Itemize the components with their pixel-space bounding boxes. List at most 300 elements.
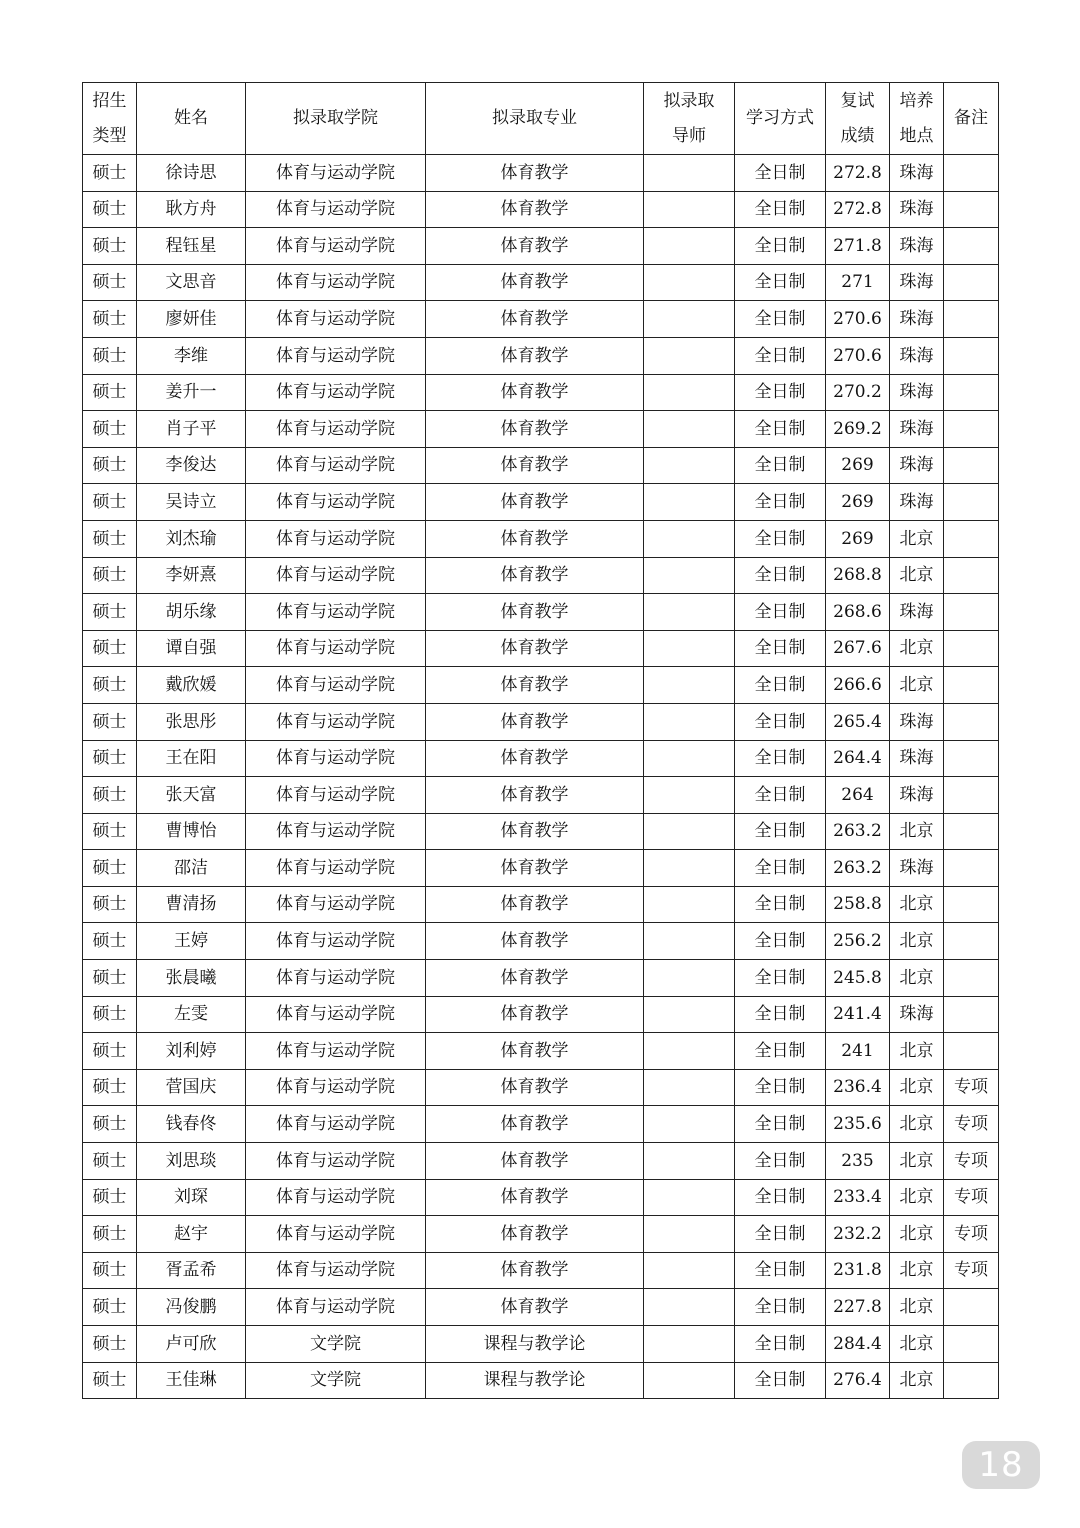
cell-advisor (644, 813, 735, 850)
cell-note (944, 594, 999, 631)
cell-score: 241.4 (826, 996, 890, 1033)
cell-note (944, 264, 999, 301)
header-location: 培养地点 (890, 83, 944, 155)
cell-score: 268.6 (826, 594, 890, 631)
page-number-badge: 18 (962, 1441, 1040, 1489)
cell-type: 硕士 (83, 155, 137, 192)
cell-name: 张晨曦 (137, 960, 246, 997)
cell-advisor (644, 630, 735, 667)
cell-major: 体育教学 (426, 703, 644, 740)
cell-location: 北京 (890, 1179, 944, 1216)
cell-major: 体育教学 (426, 1106, 644, 1143)
admission-list-sheet (82, 82, 998, 1399)
cell-score: 235.6 (826, 1106, 890, 1143)
cell-mode: 全日制 (735, 557, 826, 594)
cell-note: 专项 (944, 1143, 999, 1180)
table-row (83, 1216, 999, 1253)
table-row (83, 594, 999, 631)
cell-major: 体育教学 (426, 228, 644, 265)
cell-college: 体育与运动学院 (246, 228, 426, 265)
cell-location: 北京 (890, 1289, 944, 1326)
cell-college: 体育与运动学院 (246, 1216, 426, 1253)
cell-college: 体育与运动学院 (246, 630, 426, 667)
cell-note (944, 777, 999, 814)
table-row (83, 777, 999, 814)
cell-name: 李妍熹 (137, 557, 246, 594)
cell-college: 体育与运动学院 (246, 1106, 426, 1143)
cell-college: 体育与运动学院 (246, 557, 426, 594)
cell-major: 体育教学 (426, 740, 644, 777)
cell-note (944, 923, 999, 960)
cell-type: 硕士 (83, 886, 137, 923)
header-mode: 学习方式 (735, 83, 826, 155)
cell-college: 体育与运动学院 (246, 155, 426, 192)
cell-location: 珠海 (890, 228, 944, 265)
cell-major: 体育教学 (426, 1252, 644, 1289)
cell-note (944, 520, 999, 557)
cell-name: 谭自强 (137, 630, 246, 667)
cell-advisor (644, 1143, 735, 1180)
cell-score: 270.6 (826, 337, 890, 374)
cell-note: 专项 (944, 1179, 999, 1216)
header-major: 拟录取专业 (426, 83, 644, 155)
cell-location: 珠海 (890, 191, 944, 228)
cell-advisor (644, 1033, 735, 1070)
cell-college: 体育与运动学院 (246, 447, 426, 484)
cell-score: 265.4 (826, 703, 890, 740)
cell-advisor (644, 337, 735, 374)
cell-name: 文思音 (137, 264, 246, 301)
cell-name: 胡乐缘 (137, 594, 246, 631)
cell-name: 钱春佟 (137, 1106, 246, 1143)
table-row (83, 264, 999, 301)
table-row (83, 301, 999, 338)
cell-location: 北京 (890, 1106, 944, 1143)
cell-score: 267.6 (826, 630, 890, 667)
cell-mode: 全日制 (735, 1216, 826, 1253)
cell-type: 硕士 (83, 374, 137, 411)
cell-college: 体育与运动学院 (246, 886, 426, 923)
cell-name: 李维 (137, 337, 246, 374)
cell-type: 硕士 (83, 1069, 137, 1106)
cell-note (944, 703, 999, 740)
table-row (83, 1326, 999, 1363)
cell-mode: 全日制 (735, 1179, 826, 1216)
cell-note (944, 960, 999, 997)
cell-advisor (644, 557, 735, 594)
cell-type: 硕士 (83, 630, 137, 667)
cell-type: 硕士 (83, 264, 137, 301)
cell-advisor (644, 155, 735, 192)
cell-major: 体育教学 (426, 1033, 644, 1070)
cell-score: 263.2 (826, 813, 890, 850)
cell-score: 227.8 (826, 1289, 890, 1326)
cell-location: 北京 (890, 1033, 944, 1070)
cell-location: 珠海 (890, 301, 944, 338)
cell-type: 硕士 (83, 228, 137, 265)
cell-college: 文学院 (246, 1362, 426, 1399)
cell-major: 体育教学 (426, 264, 644, 301)
cell-location: 北京 (890, 667, 944, 704)
cell-type: 硕士 (83, 996, 137, 1033)
cell-college: 体育与运动学院 (246, 337, 426, 374)
cell-type: 硕士 (83, 1106, 137, 1143)
cell-score: 272.8 (826, 155, 890, 192)
cell-name: 肖子平 (137, 411, 246, 448)
cell-location: 珠海 (890, 594, 944, 631)
cell-location: 北京 (890, 630, 944, 667)
header-note: 备注 (944, 83, 999, 155)
cell-name: 王婷 (137, 923, 246, 960)
cell-mode: 全日制 (735, 374, 826, 411)
table-row (83, 923, 999, 960)
table-row (83, 337, 999, 374)
cell-note (944, 484, 999, 521)
cell-score: 271 (826, 264, 890, 301)
cell-major: 体育教学 (426, 155, 644, 192)
cell-location: 珠海 (890, 703, 944, 740)
cell-score: 264.4 (826, 740, 890, 777)
cell-mode: 全日制 (735, 923, 826, 960)
cell-name: 刘杰瑜 (137, 520, 246, 557)
cell-major: 课程与教学论 (426, 1362, 644, 1399)
cell-advisor (644, 1252, 735, 1289)
cell-name: 王在阳 (137, 740, 246, 777)
table-row (83, 960, 999, 997)
cell-name: 赵宇 (137, 1216, 246, 1253)
cell-note (944, 850, 999, 887)
cell-mode: 全日制 (735, 264, 826, 301)
cell-note: 专项 (944, 1106, 999, 1143)
cell-college: 体育与运动学院 (246, 667, 426, 704)
cell-mode: 全日制 (735, 1326, 826, 1363)
cell-advisor (644, 484, 735, 521)
cell-advisor (644, 594, 735, 631)
table-row (83, 1252, 999, 1289)
cell-score: 276.4 (826, 1362, 890, 1399)
cell-note (944, 1362, 999, 1399)
cell-name: 卢可欣 (137, 1326, 246, 1363)
cell-score: 266.6 (826, 667, 890, 704)
cell-mode: 全日制 (735, 850, 826, 887)
cell-name: 戴欣媛 (137, 667, 246, 704)
cell-location: 珠海 (890, 337, 944, 374)
cell-advisor (644, 191, 735, 228)
cell-score: 271.8 (826, 228, 890, 265)
cell-mode: 全日制 (735, 630, 826, 667)
cell-score: 236.4 (826, 1069, 890, 1106)
header-type: 招生类型 (83, 83, 137, 155)
cell-note: 专项 (944, 1069, 999, 1106)
cell-college: 体育与运动学院 (246, 850, 426, 887)
cell-name: 曹博怡 (137, 813, 246, 850)
cell-name: 邵洁 (137, 850, 246, 887)
table-row (83, 703, 999, 740)
table-row (83, 557, 999, 594)
cell-note: 专项 (944, 1252, 999, 1289)
cell-mode: 全日制 (735, 1143, 826, 1180)
cell-location: 珠海 (890, 740, 944, 777)
cell-location: 珠海 (890, 155, 944, 192)
cell-type: 硕士 (83, 337, 137, 374)
cell-college: 体育与运动学院 (246, 374, 426, 411)
cell-type: 硕士 (83, 520, 137, 557)
cell-type: 硕士 (83, 1252, 137, 1289)
cell-location: 北京 (890, 1216, 944, 1253)
cell-advisor (644, 228, 735, 265)
cell-advisor (644, 411, 735, 448)
cell-name: 张思彤 (137, 703, 246, 740)
cell-location: 珠海 (890, 850, 944, 887)
cell-note (944, 228, 999, 265)
cell-score: 233.4 (826, 1179, 890, 1216)
cell-location: 珠海 (890, 777, 944, 814)
table-row (83, 1033, 999, 1070)
cell-advisor (644, 1179, 735, 1216)
cell-type: 硕士 (83, 301, 137, 338)
cell-score: 231.8 (826, 1252, 890, 1289)
cell-type: 硕士 (83, 1216, 137, 1253)
cell-name: 耿方舟 (137, 191, 246, 228)
cell-college: 体育与运动学院 (246, 996, 426, 1033)
cell-major: 课程与教学论 (426, 1326, 644, 1363)
cell-location: 北京 (890, 923, 944, 960)
cell-score: 270.6 (826, 301, 890, 338)
cell-type: 硕士 (83, 850, 137, 887)
cell-mode: 全日制 (735, 484, 826, 521)
cell-type: 硕士 (83, 1143, 137, 1180)
cell-major: 体育教学 (426, 191, 644, 228)
cell-location: 珠海 (890, 374, 944, 411)
cell-college: 体育与运动学院 (246, 1179, 426, 1216)
cell-name: 刘琛 (137, 1179, 246, 1216)
cell-college: 体育与运动学院 (246, 923, 426, 960)
cell-major: 体育教学 (426, 886, 644, 923)
cell-college: 体育与运动学院 (246, 1069, 426, 1106)
cell-major: 体育教学 (426, 374, 644, 411)
cell-type: 硕士 (83, 960, 137, 997)
cell-score: 264 (826, 777, 890, 814)
cell-score: 269.2 (826, 411, 890, 448)
cell-note (944, 337, 999, 374)
cell-college: 体育与运动学院 (246, 1143, 426, 1180)
cell-mode: 全日制 (735, 594, 826, 631)
header-name: 姓名 (137, 83, 246, 155)
cell-mode: 全日制 (735, 667, 826, 704)
cell-advisor (644, 1289, 735, 1326)
cell-major: 体育教学 (426, 777, 644, 814)
cell-score: 269 (826, 447, 890, 484)
cell-note (944, 301, 999, 338)
table-row (83, 374, 999, 411)
cell-type: 硕士 (83, 1289, 137, 1326)
cell-name: 左雯 (137, 996, 246, 1033)
cell-type: 硕士 (83, 411, 137, 448)
cell-location: 北京 (890, 1252, 944, 1289)
cell-advisor (644, 667, 735, 704)
cell-type: 硕士 (83, 1362, 137, 1399)
cell-advisor (644, 850, 735, 887)
table-row (83, 813, 999, 850)
cell-location: 北京 (890, 520, 944, 557)
header-college: 拟录取学院 (246, 83, 426, 155)
cell-score: 269 (826, 484, 890, 521)
cell-major: 体育教学 (426, 1143, 644, 1180)
cell-mode: 全日制 (735, 1069, 826, 1106)
table-row (83, 520, 999, 557)
cell-advisor (644, 1216, 735, 1253)
cell-college: 体育与运动学院 (246, 411, 426, 448)
cell-type: 硕士 (83, 740, 137, 777)
cell-location: 珠海 (890, 996, 944, 1033)
cell-location: 北京 (890, 1143, 944, 1180)
cell-major: 体育教学 (426, 411, 644, 448)
cell-advisor (644, 996, 735, 1033)
cell-college: 体育与运动学院 (246, 264, 426, 301)
cell-note (944, 155, 999, 192)
cell-major: 体育教学 (426, 923, 644, 960)
cell-mode: 全日制 (735, 703, 826, 740)
table-row (83, 667, 999, 704)
cell-major: 体育教学 (426, 667, 644, 704)
cell-major: 体育教学 (426, 1289, 644, 1326)
cell-mode: 全日制 (735, 1289, 826, 1326)
cell-note (944, 667, 999, 704)
cell-score: 269 (826, 520, 890, 557)
table-row (83, 484, 999, 521)
cell-advisor (644, 1069, 735, 1106)
cell-type: 硕士 (83, 1033, 137, 1070)
cell-mode: 全日制 (735, 996, 826, 1033)
cell-score: 263.2 (826, 850, 890, 887)
cell-mode: 全日制 (735, 301, 826, 338)
cell-advisor (644, 264, 735, 301)
cell-location: 珠海 (890, 264, 944, 301)
cell-college: 体育与运动学院 (246, 703, 426, 740)
cell-major: 体育教学 (426, 337, 644, 374)
cell-mode: 全日制 (735, 411, 826, 448)
cell-location: 北京 (890, 960, 944, 997)
cell-note (944, 630, 999, 667)
cell-type: 硕士 (83, 923, 137, 960)
cell-location: 北京 (890, 1362, 944, 1399)
table-body (83, 155, 999, 1399)
cell-note: 专项 (944, 1216, 999, 1253)
cell-score: 272.8 (826, 191, 890, 228)
cell-type: 硕士 (83, 1179, 137, 1216)
cell-score: 241 (826, 1033, 890, 1070)
cell-college: 体育与运动学院 (246, 960, 426, 997)
cell-type: 硕士 (83, 447, 137, 484)
cell-mode: 全日制 (735, 777, 826, 814)
cell-mode: 全日制 (735, 447, 826, 484)
cell-location: 珠海 (890, 484, 944, 521)
cell-college: 体育与运动学院 (246, 740, 426, 777)
cell-location: 北京 (890, 813, 944, 850)
table-row (83, 850, 999, 887)
cell-score: 284.4 (826, 1326, 890, 1363)
cell-note (944, 557, 999, 594)
cell-type: 硕士 (83, 484, 137, 521)
cell-advisor (644, 301, 735, 338)
cell-note (944, 411, 999, 448)
cell-location: 北京 (890, 886, 944, 923)
table-row (83, 155, 999, 192)
cell-college: 体育与运动学院 (246, 1289, 426, 1326)
cell-name: 菅国庆 (137, 1069, 246, 1106)
table-row (83, 1106, 999, 1143)
cell-advisor (644, 960, 735, 997)
cell-mode: 全日制 (735, 1362, 826, 1399)
cell-mode: 全日制 (735, 886, 826, 923)
table-row (83, 228, 999, 265)
cell-major: 体育教学 (426, 301, 644, 338)
cell-mode: 全日制 (735, 228, 826, 265)
cell-college: 体育与运动学院 (246, 520, 426, 557)
cell-location: 珠海 (890, 447, 944, 484)
cell-score: 232.2 (826, 1216, 890, 1253)
cell-location: 北京 (890, 1326, 944, 1363)
cell-name: 曹清扬 (137, 886, 246, 923)
cell-college: 体育与运动学院 (246, 777, 426, 814)
cell-note (944, 886, 999, 923)
cell-mode: 全日制 (735, 191, 826, 228)
cell-name: 姜升一 (137, 374, 246, 411)
cell-location: 北京 (890, 1069, 944, 1106)
cell-type: 硕士 (83, 1326, 137, 1363)
cell-mode: 全日制 (735, 1106, 826, 1143)
table-row (83, 740, 999, 777)
cell-type: 硕士 (83, 667, 137, 704)
cell-name: 李俊达 (137, 447, 246, 484)
cell-major: 体育教学 (426, 447, 644, 484)
cell-major: 体育教学 (426, 813, 644, 850)
cell-score: 268.8 (826, 557, 890, 594)
cell-score: 256.2 (826, 923, 890, 960)
cell-mode: 全日制 (735, 1252, 826, 1289)
cell-type: 硕士 (83, 777, 137, 814)
table-row (83, 1069, 999, 1106)
cell-college: 体育与运动学院 (246, 1033, 426, 1070)
cell-type: 硕士 (83, 703, 137, 740)
cell-college: 文学院 (246, 1326, 426, 1363)
admission-table (82, 82, 999, 1399)
cell-name: 刘思琰 (137, 1143, 246, 1180)
cell-advisor (644, 777, 735, 814)
cell-mode: 全日制 (735, 960, 826, 997)
cell-note (944, 996, 999, 1033)
cell-advisor (644, 520, 735, 557)
cell-college: 体育与运动学院 (246, 1252, 426, 1289)
cell-major: 体育教学 (426, 850, 644, 887)
cell-advisor (644, 703, 735, 740)
cell-score: 245.8 (826, 960, 890, 997)
cell-advisor (644, 740, 735, 777)
cell-major: 体育教学 (426, 1216, 644, 1253)
cell-advisor (644, 374, 735, 411)
table-row (83, 1143, 999, 1180)
header-score: 复试成绩 (826, 83, 890, 155)
cell-location: 珠海 (890, 411, 944, 448)
cell-name: 冯俊鹏 (137, 1289, 246, 1326)
cell-name: 吴诗立 (137, 484, 246, 521)
cell-mode: 全日制 (735, 337, 826, 374)
cell-major: 体育教学 (426, 1179, 644, 1216)
cell-college: 体育与运动学院 (246, 484, 426, 521)
cell-location: 北京 (890, 557, 944, 594)
cell-note (944, 1326, 999, 1363)
cell-type: 硕士 (83, 813, 137, 850)
